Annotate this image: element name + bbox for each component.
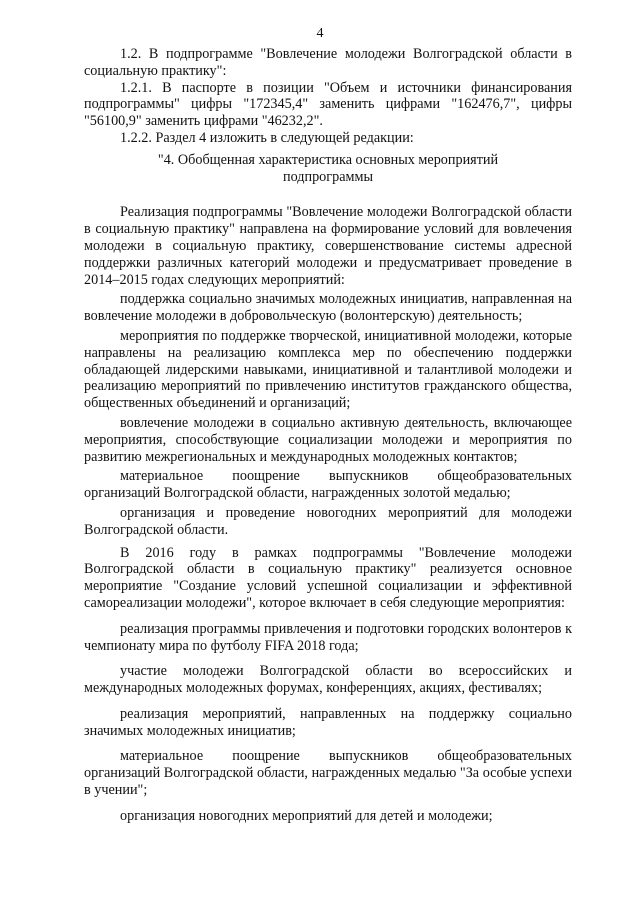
- body-paragraph-new-year-children: организация новогодних мероприятий для детей и молодежи;: [120, 807, 493, 824]
- paragraph-1-2: 1.2. В подпрограмме "Вовлечение молодежи Волгоградской области в социальную практику":: [84, 46, 572, 79]
- body-paragraph-fifa-volunteers: реализация программы привлечения и подготовки городских волонтеров к чемпионату мира по футболу FIFA 2018 года;: [84, 620, 572, 654]
- paragraph-1-2-1: 1.2.1. В паспорте в позиции "Объем и источники финансирования подпрограммы" цифры "172345,4" заменить цифрами "162476,7", цифры "56100,9" заменить цифрами "46232,2".: [84, 79, 572, 130]
- page-number: 4: [316, 26, 324, 41]
- body-paragraph-gold-medal: материальное поощрение выпускников общеобразовательных организаций Волгоградской области, награжденных золотой медалью;: [84, 468, 572, 502]
- body-paragraph-creative-youth: мероприятия по поддержке творческой, инициативной молодежи, которые направлены на реализацию комплекса мер по обеспечению поддержки обладающей лидерскими навыками, инициативной и талантливой молодежи и реализацию мероприятий по привлечению институтов гражданского общества, общественных объединений и организаций;: [84, 327, 572, 412]
- section-heading-line-2: подпрограммы: [283, 168, 373, 185]
- body-paragraph-initiatives: реализация мероприятий, направленных на поддержку социально значимых молодежных инициатив;: [84, 705, 572, 739]
- body-paragraph-social-activity: вовлечение молодежи в социально активную деятельность, включающее мероприятия, способствующие социализации молодежи и мероприятия по развитию межрегиональных и международных молодежных контактов;: [84, 414, 572, 465]
- body-paragraph-intro: Реализация подпрограммы "Вовлечение молодежи Волгоградской области в социальную практику" направлена на формирование условий для вовлечения молодежи в социальную практику, совершенствование системы адресной поддержки различных категорий молодежи и предусматривает проведение в 2014–2015 годах следующих мероприятий:: [84, 204, 572, 288]
- section-heading-line-1: "4. Обобщенная характеристика основных мероприятий: [157, 151, 499, 168]
- body-paragraph-new-year-events: организация и проведение новогодних мероприятий для молодежи Волгоградской области.: [84, 504, 572, 538]
- body-paragraph-volunteer-support: поддержка социально значимых молодежных инициатив, направленная на вовлечение молодежи в добровольческую (волонтерскую) деятельность;: [84, 291, 572, 325]
- document-body: [84, 46, 572, 825]
- body-paragraph-2016: В 2016 году в рамках подпрограммы "Вовлечение молодежи Волгоградской области в социальную практику" реализуется основное мероприятие "Создание условий успешной социализации и эффективной самореализации молодежи", которое включает в себя следующие мероприятия:: [84, 544, 572, 611]
- paragraph-1-2-2: 1.2.2. Раздел 4 изложить в следующей редакции:: [120, 129, 414, 146]
- body-paragraph-special-medal: материальное поощрение выпускников общеобразовательных организаций Волгоградской области, награжденных медалью "За особые успехи в учении";: [84, 748, 572, 799]
- section-heading: [84, 152, 572, 186]
- body-paragraph-forums: участие молодежи Волгоградской области во всероссийских и международных молодежных форумах, конференциях, акциях, фестивалях;: [84, 663, 572, 697]
